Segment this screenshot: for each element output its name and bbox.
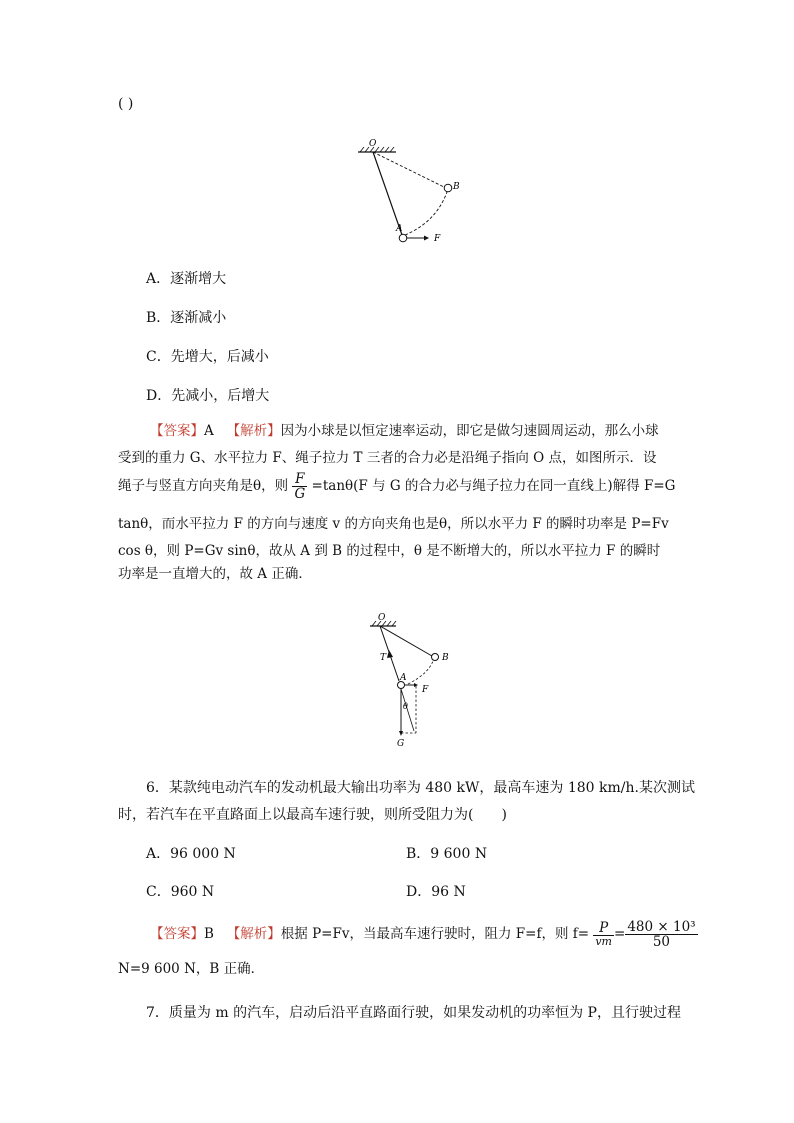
- label-A: A: [396, 224, 403, 234]
- q5-option-a: A．逐渐增大: [146, 271, 227, 287]
- q5-analysis-line1: 【答案】A 【解析】因为小球是以恒定速率运动，即它是做匀速圆周运动，那么小球: [150, 423, 659, 439]
- string-OB: [380, 626, 432, 656]
- q5-analysis-line6: 功率是一直增大的，故 A 正确．: [118, 566, 312, 582]
- q5-option-c: C．先增大，后减小: [146, 349, 269, 365]
- analysis-tag: 【解析】: [226, 926, 281, 943]
- q6-option-b: B．9 600 N: [406, 846, 488, 862]
- analysis-tag: 【解析】: [226, 423, 281, 439]
- fraction-F-over-G: $\frac{F}{G}$: [294, 471, 306, 503]
- q6-analysis-line1: 【答案】B 【解析】根据 P=Fv，当最高车速行驶时，阻力 F=f，则 f= $\frac{P}{vm}$ = $\frac{\text{480 × 10³}}{50}$: [150, 919, 696, 951]
- answer-tag: 【答案】: [150, 926, 204, 943]
- q5-analysis-line5: cos θ，则 P=Gv sinθ，故从 A 到 B 的过程中，θ 是不断增大的，所以水平拉力 F 的瞬时: [118, 543, 661, 559]
- ball-A: [399, 234, 407, 242]
- label-G: G: [397, 739, 405, 749]
- label-F: F: [422, 685, 429, 695]
- tension-T-arrowhead: [387, 650, 393, 658]
- label-B: B: [442, 653, 449, 663]
- label-O: O: [378, 613, 386, 623]
- q6-option-a: A．96 000 N: [146, 846, 236, 862]
- q6-option-c: C．960 N: [146, 884, 215, 900]
- arc-AB: [408, 661, 433, 684]
- q5-analysis-line4: tanθ，而水平拉力 F 的方向与速度 v 的方向夹角也是θ，所以水平力 F 的瞬时功率是 P=Fv: [118, 516, 669, 532]
- pendulum-figure: [350, 136, 470, 246]
- q7-stem-line1: 7．质量为 m 的汽车，启动后沿平直路面行驶，如果发动机的功率恒为 P，且行驶过程: [146, 1005, 681, 1021]
- answer-tag: 【答案】: [150, 423, 204, 439]
- fraction-P-over-vm: $\frac{P}{vm}$: [595, 920, 612, 949]
- answer-value: B: [204, 926, 214, 943]
- gravity-G-arrowhead: [399, 731, 403, 736]
- q5-option-d: D．先减小，后增大: [146, 388, 270, 404]
- q5-analysis-line3: 绳子与竖直方向夹角是θ，则 $\frac{F}{G}$ =tanθ(F 与 G 的合力必与绳子拉力在同一直线上)解得 F=G: [118, 471, 676, 503]
- answer-value: A: [204, 423, 214, 439]
- label-theta: θ: [403, 702, 408, 711]
- force-diagram-figure: [362, 612, 462, 752]
- q6-analysis-line2: N=9 600 N，B 正确．: [118, 961, 265, 977]
- ball-B: [432, 654, 439, 661]
- fraction-value: $\frac{\text{480 × 10³}}{50}$: [627, 919, 696, 951]
- q5-option-b: B．逐渐减小: [146, 310, 227, 326]
- ball-B: [444, 184, 452, 192]
- ceiling-hatch: [360, 147, 394, 152]
- label-B: B: [453, 182, 460, 192]
- label-A: A: [400, 673, 407, 683]
- q6-stem-line1: 6．某款纯电动汽车的发动机最大输出功率为 480 kW，最高车速为 180 km/h.某次测试: [146, 780, 695, 796]
- label-T: T: [380, 653, 387, 663]
- label-F: F: [434, 234, 441, 244]
- arc-AB: [405, 192, 447, 235]
- label-O: O: [369, 139, 377, 149]
- q5-analysis-line2: 受到的重力 G、水平拉力 F、绳子拉力 T 三者的合力必是沿绳子指向 O 点，如图所示．设: [118, 450, 657, 466]
- force-F-arrowhead: [424, 236, 429, 241]
- q6-stem-line2: 时，若汽车在平直路面上以最高车速行驶，则所受阻力为( ): [118, 807, 507, 823]
- q6-option-d: D．96 N: [406, 884, 466, 900]
- q5-answer-paren: ( ): [118, 96, 134, 112]
